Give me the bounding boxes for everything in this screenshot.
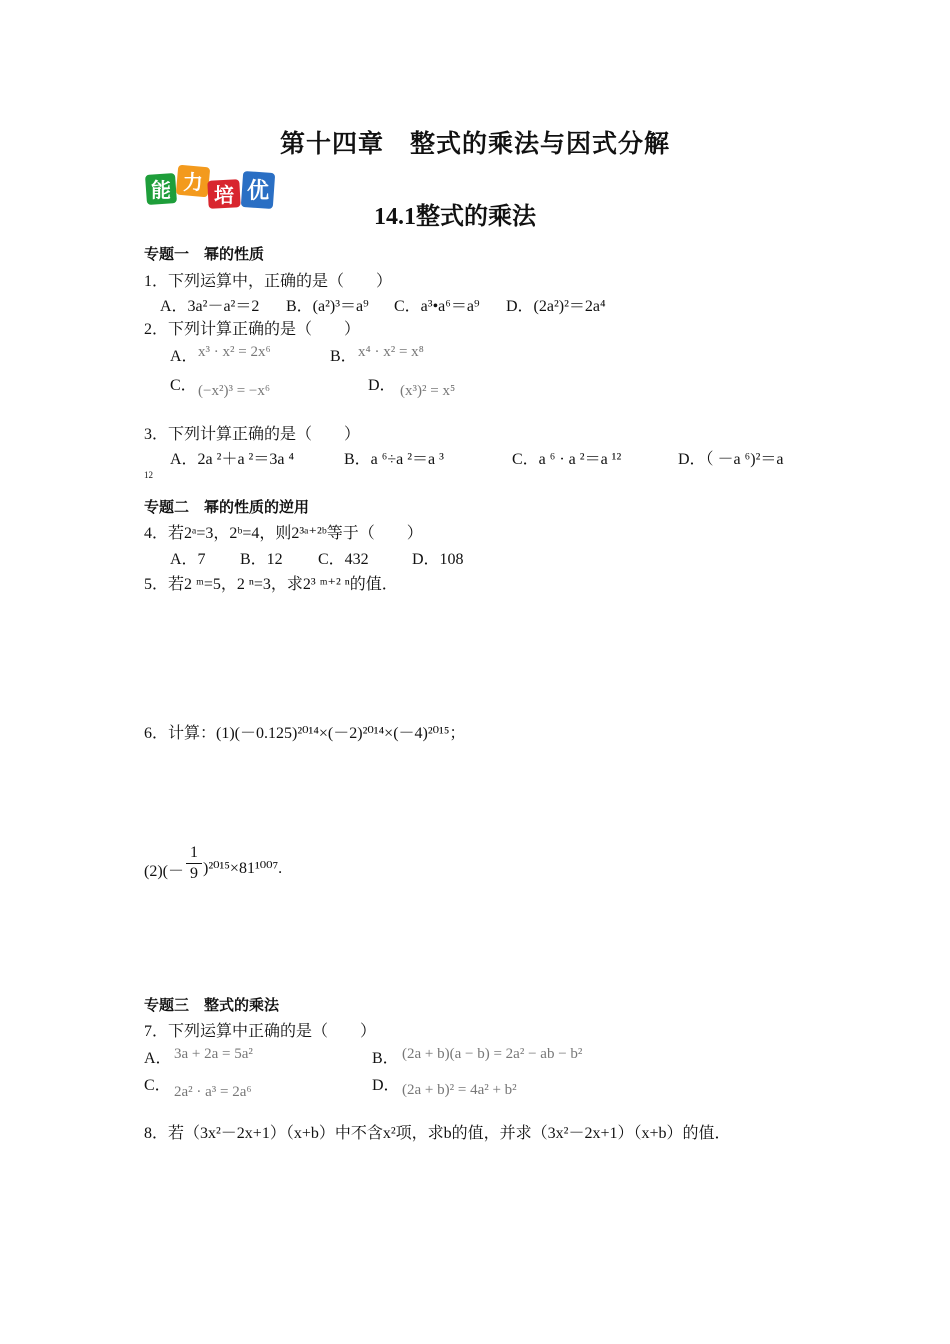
- q4-option-b: B．12: [240, 551, 283, 568]
- question-6-part-1: 6．计算：(1)(－0.125)²⁰¹⁴×(－2)²⁰¹⁴×(－4)²⁰¹⁵；: [144, 725, 466, 742]
- q2-option-a: x³ · x² = 2x⁶: [198, 344, 271, 360]
- q3-option-d-exponent: 12: [144, 470, 153, 480]
- logo-char-1: 能: [151, 178, 171, 202]
- question-1: 1．下列运算中，正确的是（ ）: [144, 273, 393, 290]
- fraction-numerator: 1: [190, 844, 198, 861]
- question-7: 7．下列运算中正确的是（ ）: [144, 1023, 377, 1040]
- fraction-denominator: 9: [190, 865, 198, 882]
- q3-option-a: A．2a ²＋a ²＝3a ⁴: [170, 451, 295, 468]
- q4-option-a: A．7: [170, 551, 206, 568]
- q3-option-b: B．a ⁶÷a ²＝a ³: [344, 451, 444, 468]
- q1-option-b: B．(a²)³＝a⁹: [286, 298, 369, 315]
- q1-option-a: A．3a²－a²＝2: [160, 298, 260, 315]
- q7-option-c: 2a² · a³ = 2a⁶: [174, 1084, 252, 1100]
- q1-option-d: D．(2a²)²＝2a⁴: [506, 298, 606, 315]
- q4-option-d: D．108: [412, 551, 464, 568]
- q7-option-a: 3a + 2a = 5a²: [174, 1046, 253, 1062]
- q7-label-c: C．: [144, 1077, 171, 1094]
- q2-option-c: (−x²)³ = −x⁶: [198, 383, 271, 399]
- q1-option-c: C．a³•a⁶＝a⁹: [394, 298, 480, 315]
- q2-label-d: D．: [368, 377, 396, 394]
- fraction: [186, 844, 202, 883]
- question-6-part-2-suffix: )²⁰¹⁵×81¹⁰⁰⁷.: [203, 860, 283, 877]
- q7-option-b: (2a + b)(a − b) = 2a² − ab − b²: [402, 1046, 583, 1062]
- logo-char-4: 优: [246, 179, 270, 204]
- logo-char-3: 培: [214, 183, 234, 207]
- q7-label-a: A．: [144, 1050, 172, 1067]
- chapter-title: 第十四章 整式的乘法与因式分解: [279, 131, 670, 158]
- question-4: 4．若2ᵃ=3，2ᵇ=4，则2³ᵃ⁺²ᵇ等于（ ）: [144, 525, 423, 542]
- q7-label-d: D．: [372, 1077, 400, 1094]
- q2-label-b: B．: [330, 348, 357, 365]
- q2-option-d: (x³)² = x⁵: [400, 383, 456, 399]
- question-8: 8．若（3x²－2x+1）（x+b）中不含x²项，求b的值，并求（3x²－2x+1）（x+b）的值．: [144, 1125, 731, 1142]
- topic-1: 专题一 幂的性质: [144, 245, 265, 263]
- fraction-bar: [186, 863, 202, 864]
- q4-option-c: C．432: [318, 551, 369, 568]
- q2-label-a: A．: [170, 348, 198, 365]
- question-6-part-2-prefix: (2)(－: [144, 863, 184, 880]
- q2-label-c: C．: [170, 377, 197, 394]
- q2-option-b: x⁴ · x² = x⁸: [358, 344, 424, 360]
- topic-2: 专题二 幂的性质的逆用: [144, 498, 310, 516]
- q3-option-d: D．（ －a ⁶)²＝a: [678, 451, 784, 468]
- question-2: 2．下列计算正确的是（ ）: [144, 321, 361, 338]
- section-title: 14.1整式的乘法: [374, 204, 536, 230]
- topic-3: 专题三 整式的乘法: [144, 996, 280, 1014]
- q7-option-d: (2a + b)² = 4a² + b²: [402, 1082, 517, 1098]
- logo-char-2: 力: [183, 170, 203, 194]
- q3-option-c: C．a ⁶ · a ²＝a ¹²: [512, 451, 622, 468]
- q7-label-b: B．: [372, 1050, 399, 1067]
- question-3: 3．下列计算正确的是（ ）: [144, 426, 361, 443]
- question-5: 5．若2 ᵐ=5，2 ⁿ=3，求2³ ᵐ⁺² ⁿ的值．: [144, 576, 398, 593]
